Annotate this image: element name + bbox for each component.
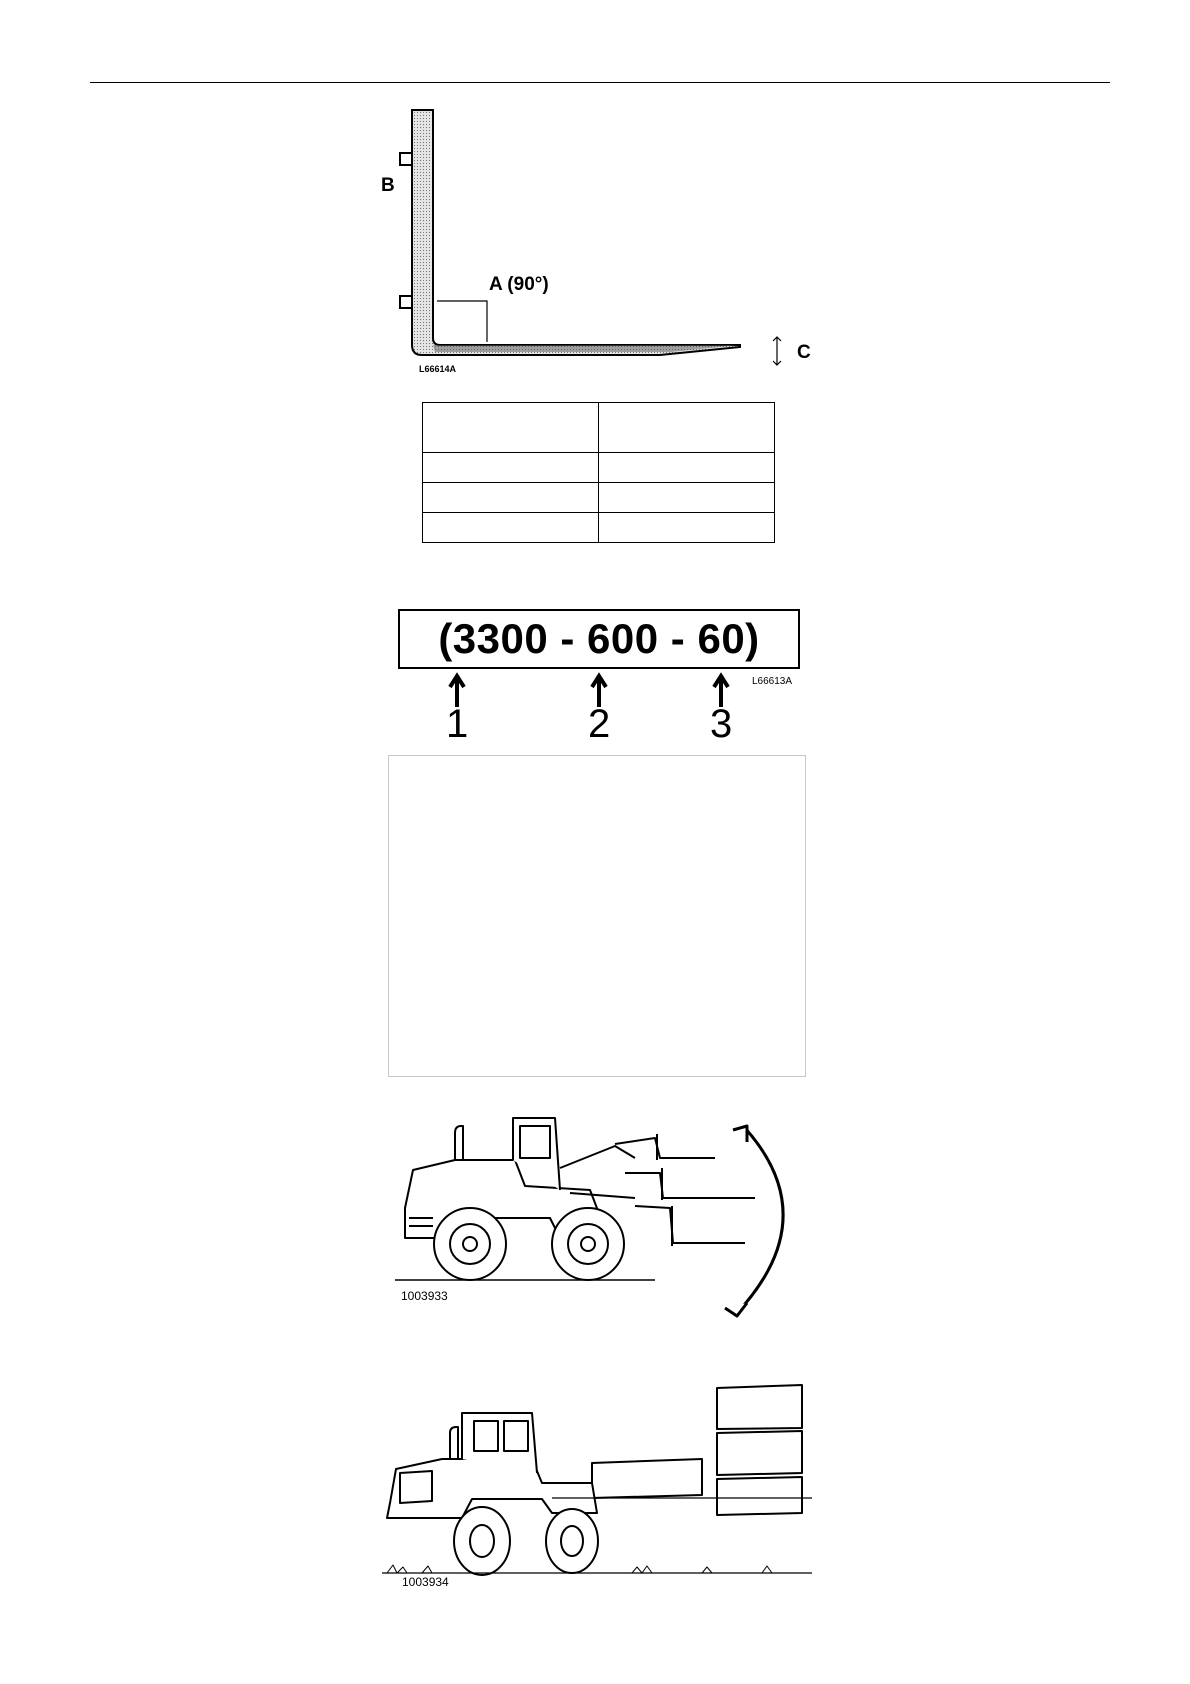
fork-hook-lower [400,296,412,308]
arrow-label-2: 2 [588,702,611,746]
table-cell [599,513,775,543]
table-cell [423,403,599,453]
label-b: B [381,175,395,196]
table-cell [599,403,775,453]
fork-code-box: (3300 - 600 - 60) [398,609,800,669]
fork-diagram [380,105,820,395]
fork-figure-code: L66614A [419,364,457,374]
arrow-label-1: 1 [446,702,469,746]
table-cell [599,483,775,513]
label-a: A (90°) [489,274,549,295]
arrow-label-3: 3 [710,702,733,746]
table-cell [599,453,775,483]
header-rule [90,82,1110,83]
code-figure-code: L66613A [752,676,793,687]
loader-tilt-illustration [395,1098,815,1330]
tilt-figure-code: 1003933 [401,1289,448,1303]
table-cell [423,513,599,543]
fork-shape [412,110,740,355]
load-figure-code: 1003934 [402,1575,449,1589]
label-c: C [797,342,811,363]
table-cell [423,453,599,483]
blank-panel [388,755,806,1077]
angle-marker [437,301,487,342]
table-cell [423,483,599,513]
fork-hook-upper [400,153,412,165]
spec-table [422,402,775,543]
loader-load-illustration [382,1373,812,1583]
